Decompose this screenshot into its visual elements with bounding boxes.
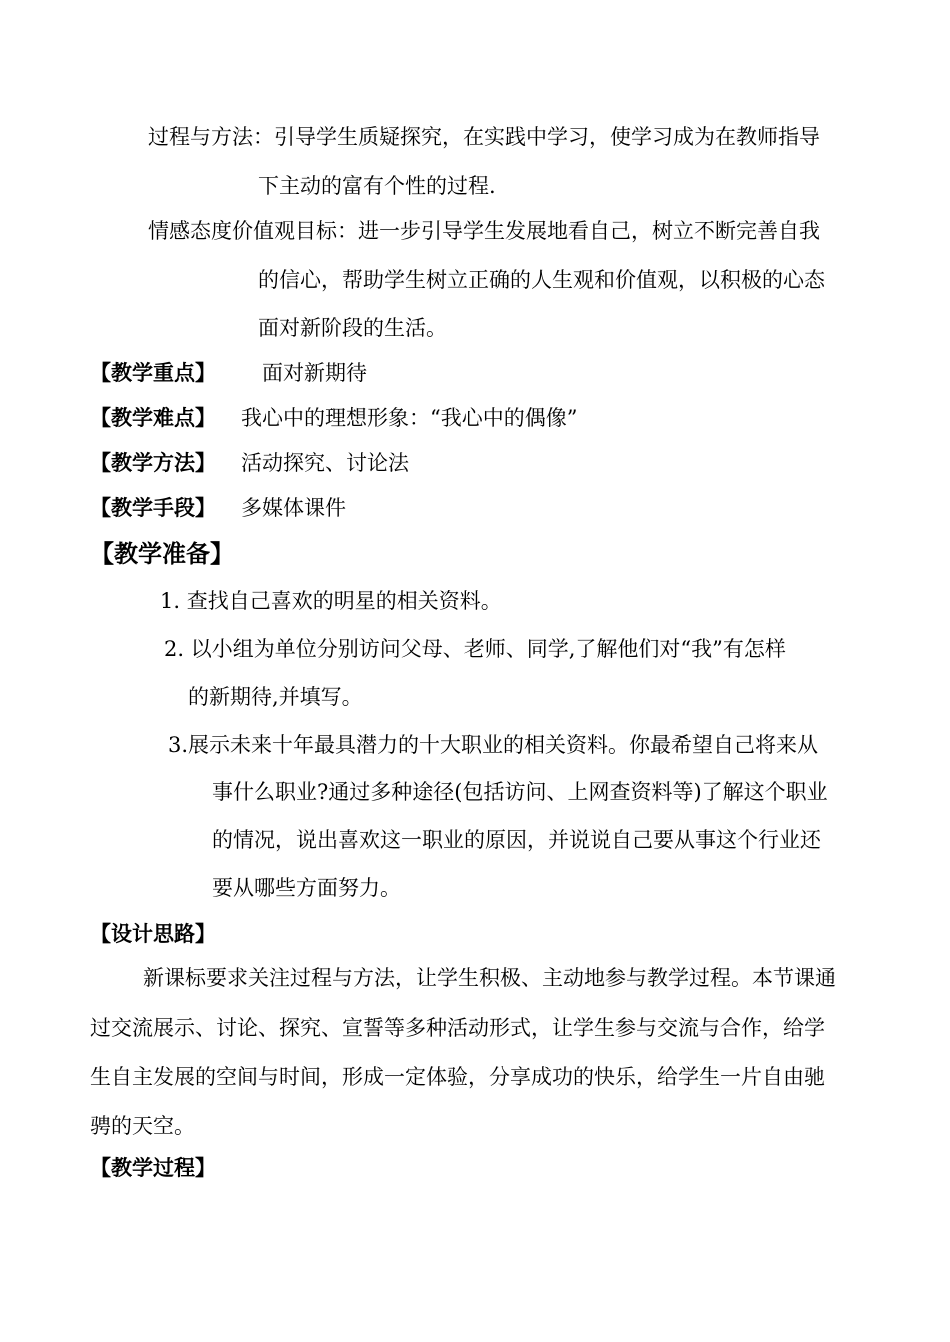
emotion-goal-line-3: 面对新阶段的生活。	[258, 316, 447, 340]
design-paragraph-line-1: 新课标要求关注过程与方法，让学生积极、主动地参与教学过程。本节课通	[143, 966, 836, 990]
preparation-item-3-line-4: 要从哪些方面努力。	[212, 876, 401, 900]
difficulty-value: 我心中的理想形象：“我心中的偶像”	[241, 406, 578, 430]
emotion-goal-text: 进一步引导学生发展地看自己，树立不断完善自我	[358, 219, 820, 243]
process-method-line-2: 下主动的富有个性的过程.	[258, 174, 496, 198]
method-label: 【教学方法】	[90, 451, 216, 475]
preparation-item-1: 1. 查找自己喜欢的明星的相关资料。	[160, 589, 502, 613]
design-paragraph-line-2: 过交流展示、讨论、探究、宣誓等多种活动形式，让学生参与交流与合作，给学	[90, 1016, 825, 1040]
emotion-goal-label: 情感态度价值观目标：	[148, 219, 358, 243]
emotion-goal-line-2: 的信心，帮助学生树立正确的人生观和价值观，以积极的心态	[258, 268, 825, 292]
design-heading: 【设计思路】	[90, 922, 216, 946]
preparation-item-3-line-1: 3.展示未来十年最具潜力的十大职业的相关资料。你最希望自己将来从	[168, 733, 819, 757]
preparation-item-3-line-2: 事什么职业?通过多种途径(包括访问、上网查资料等)了解这个职业	[212, 780, 828, 804]
process-method-label: 过程与方法：	[148, 125, 274, 149]
means-value: 多媒体课件	[241, 496, 346, 520]
means-label: 【教学手段】	[90, 496, 216, 520]
focus-label: 【教学重点】	[90, 361, 216, 385]
focus-value: 面对新期待	[262, 361, 367, 385]
preparation-item-2-line-1: 2. 以小组为单位分别访问父母、老师、同学,了解他们对“我”有怎样	[164, 637, 786, 661]
preparation-heading: 【教学准备】	[90, 540, 234, 568]
preparation-item-3-line-3: 的情况，说出喜欢这一职业的原因，并说说自己要从事这个行业还	[212, 828, 821, 852]
design-paragraph-line-4: 骋的天空。	[90, 1114, 195, 1138]
method-value: 活动探究、讨论法	[241, 451, 409, 475]
process-method-line-1	[148, 127, 820, 148]
process-heading: 【教学过程】	[90, 1156, 216, 1180]
difficulty-label: 【教学难点】	[90, 406, 216, 430]
process-method-text: 引导学生质疑探究，在实践中学习，使学习成为在教师指导	[274, 125, 820, 149]
preparation-item-2-line-2: 的新期待,并填写。	[188, 685, 363, 709]
emotion-goal-line-1	[148, 221, 820, 242]
design-paragraph-line-3: 生自主发展的空间与时间，形成一定体验，分享成功的快乐，给学生一片自由驰	[90, 1065, 825, 1089]
